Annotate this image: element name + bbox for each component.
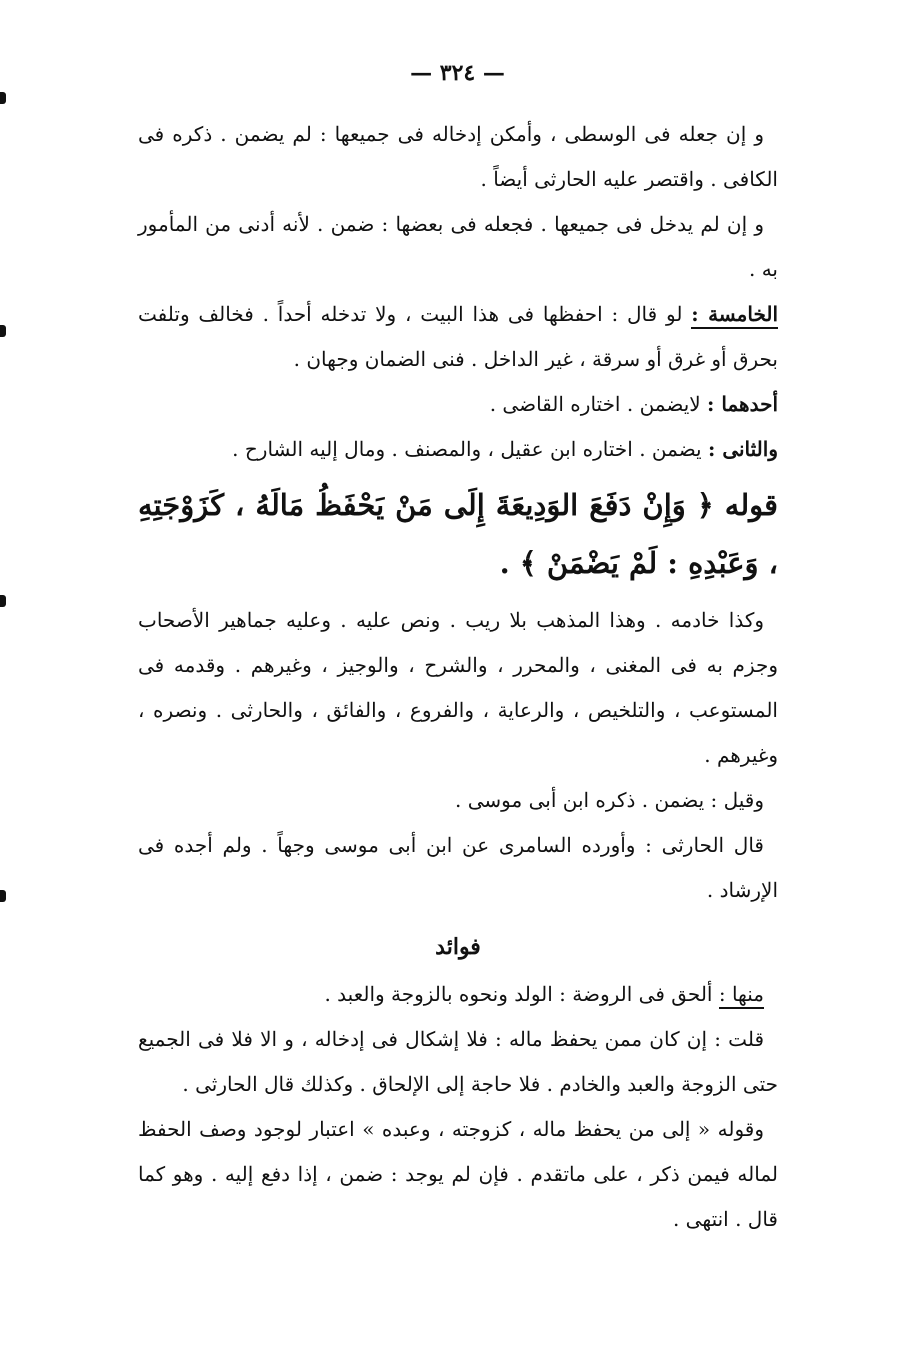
paragraph-lead: والثانى : <box>707 437 778 461</box>
paragraph: وكذا خادمه . وهذا المذهب بلا ريب . ونص عليه . وعليه جماهير الأصحاب وجزم به فى المغنى ، والمحرر ، والشرح ، والوجيز ، وغيرهم . وقدمه فى المستوعب ، والتلخيص ، والرعاية ، والفروع ، والفائق ، والحارثى . ونصره ، وغيرهم . <box>138 608 778 767</box>
paragraph-text: ألحق فى الروضة : الولد ونحوه بالزوجة والعبد . <box>324 982 719 1006</box>
paragraph <box>138 427 778 472</box>
paragraph: قال الحارثى : وأورده السامرى عن ابن أبى موسى وجهاً . ولم أجده فى الإرشاد . <box>138 833 778 902</box>
paragraph-lead: أحدهما : <box>707 392 778 416</box>
margin-mark <box>0 890 6 902</box>
paragraph: و إن لم يدخل فى جميعها . فجعله فى بعضها : ضمن . لأنه أدنى من المأمور به . <box>138 212 778 281</box>
quoted-text: قوله ﴿ وَإِنْ دَفَعَ الوَدِيعَةَ إِلَى مَنْ يَحْفَظُ مَالَهُ ، كَزَوْجَتِهِ ، وَعَبْدِهِ : لَمْ يَضْمَنْ ﴾ . <box>138 488 778 580</box>
margin-mark <box>0 595 6 607</box>
margin-mark <box>0 92 6 104</box>
paragraph: وقيل : يضمن . ذكره ابن أبى موسى . <box>455 788 764 812</box>
paragraph: وقوله « إلى من يحفظ ماله ، كزوجته ، وعبده » اعتبار لوجود وصف الحفظ لماله فيمن ذكر ، على ماتقدم . فإن لم يوجد : ضمن ، إذا دفع إليه . وهو كما قال . انتهى . <box>138 1117 778 1231</box>
section-heading: فوائد <box>435 934 481 960</box>
page-number: — ٣٢٤ — <box>410 60 505 86</box>
paragraph-text: لو قال : احفظها فى هذا البيت ، ولا تدخله أحداً . فخالف وتلفت بحرق أو غرق أو سرقة ، غير الداخل . فنى الضمان وجهان . <box>138 302 778 371</box>
paragraph-text: يضمن . اختاره ابن عقيل ، والمصنف . ومال إليه الشارح . <box>232 437 708 461</box>
paragraph <box>138 292 778 382</box>
paragraph <box>138 382 778 427</box>
body-text <box>138 112 778 1242</box>
margin-mark <box>0 325 6 337</box>
paragraph-lead: منها : <box>719 982 764 1009</box>
paragraph-lead: الخامسة : <box>691 302 778 329</box>
paragraph: و إن جعله فى الوسطى ، وأمكن إدخاله فى جميعها : لم يضمن . ذكره فى الكافى . واقتصر عليه الحارثى أيضاً . <box>138 122 778 191</box>
paragraph: قلت : إن كان ممن يحفظ ماله : فلا إشكال فى إدخاله ، و الا فلا فى الجميع حتى الزوجة والعبد والخادم . فلا حاجة إلى الإلحاق . وكذلك قال الحارثى . <box>138 1027 778 1096</box>
paragraph-text: لايضمن . اختاره القاضى . <box>489 392 708 416</box>
paragraph <box>138 972 778 1017</box>
